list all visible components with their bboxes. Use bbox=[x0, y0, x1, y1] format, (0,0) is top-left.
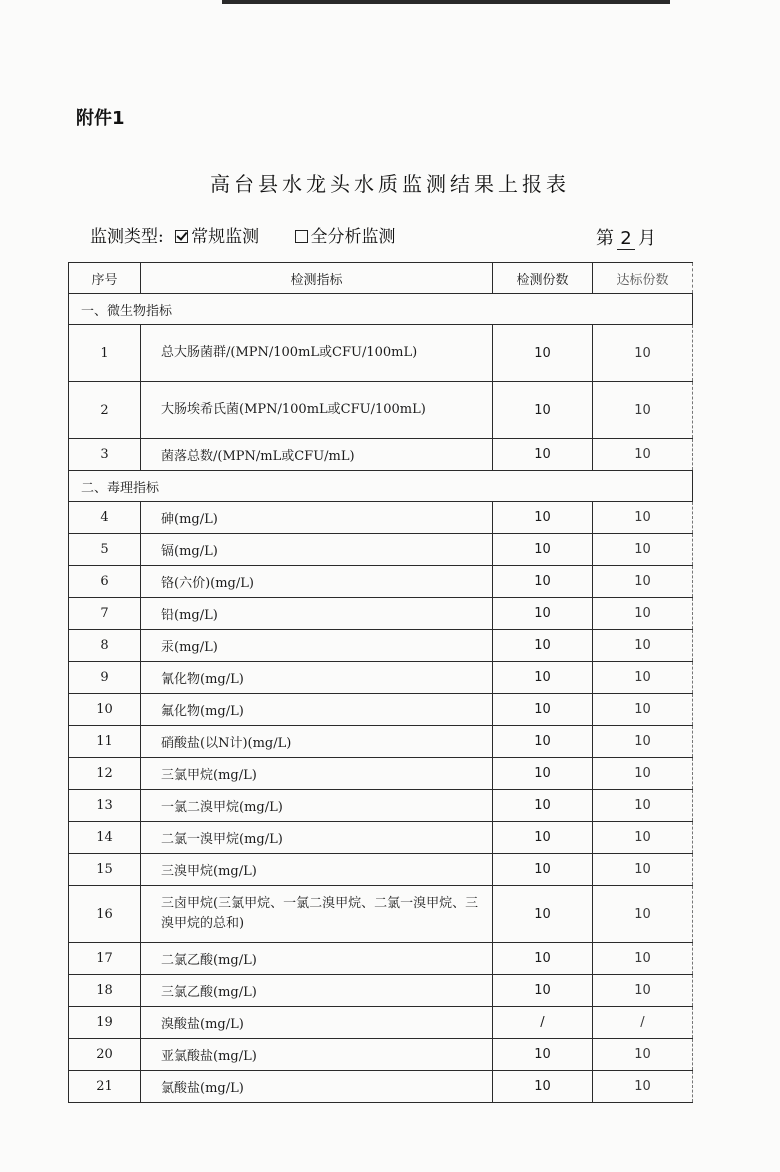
row-number: 11 bbox=[69, 726, 141, 758]
section-title: 一、微生物指标 bbox=[69, 294, 693, 325]
row-indicator: 三氯甲烷(mg/L) bbox=[141, 758, 493, 790]
table-row bbox=[69, 502, 693, 534]
row-indicator: 氰化物(mg/L) bbox=[141, 662, 493, 694]
row-number: 15 bbox=[69, 854, 141, 886]
row-tested-count: 10 bbox=[493, 325, 593, 382]
row-passed-count: 10 bbox=[593, 975, 693, 1007]
header-no: 序号 bbox=[69, 263, 141, 294]
row-tested-count: 10 bbox=[493, 1071, 593, 1103]
table-row bbox=[69, 630, 693, 662]
row-indicator: 氯酸盐(mg/L) bbox=[141, 1071, 493, 1103]
row-passed-count: 10 bbox=[593, 325, 693, 382]
monitor-type-label: 监测类型: bbox=[90, 227, 164, 247]
row-tested-count: 10 bbox=[493, 975, 593, 1007]
row-passed-count: 10 bbox=[593, 630, 693, 662]
row-indicator: 总大肠菌群/(MPN/100mL或CFU/100mL) bbox=[141, 325, 493, 382]
row-tested-count: 10 bbox=[493, 598, 593, 630]
row-passed-count: 10 bbox=[593, 439, 693, 471]
table-row bbox=[69, 854, 693, 886]
monitor-type-line bbox=[90, 222, 396, 247]
table-row bbox=[69, 758, 693, 790]
table-row bbox=[69, 726, 693, 758]
table-row bbox=[69, 1071, 693, 1103]
table-body bbox=[69, 294, 693, 1103]
row-number: 1 bbox=[69, 325, 141, 382]
month-value[interactable]: 2 bbox=[617, 228, 635, 250]
row-tested-count: 10 bbox=[493, 439, 593, 471]
row-number: 7 bbox=[69, 598, 141, 630]
row-tested-count: 10 bbox=[493, 1039, 593, 1071]
row-indicator: 亚氯酸盐(mg/L) bbox=[141, 1039, 493, 1071]
row-number: 12 bbox=[69, 758, 141, 790]
row-passed-count: 10 bbox=[593, 382, 693, 439]
document-title: 高台县水龙头水质监测结果上报表 bbox=[210, 172, 570, 196]
row-passed-count: 10 bbox=[593, 502, 693, 534]
results-table-wrap bbox=[68, 262, 692, 1103]
row-number: 18 bbox=[69, 975, 141, 1007]
row-indicator: 硝酸盐(以N计)(mg/L) bbox=[141, 726, 493, 758]
row-passed-count: 10 bbox=[593, 534, 693, 566]
row-tested-count: 10 bbox=[493, 790, 593, 822]
row-number: 21 bbox=[69, 1071, 141, 1103]
row-passed-count: 10 bbox=[593, 854, 693, 886]
option-full-label: 全分析监测 bbox=[310, 227, 396, 247]
checkbox-checked-icon[interactable] bbox=[175, 230, 188, 243]
table-row bbox=[69, 598, 693, 630]
table-row bbox=[69, 975, 693, 1007]
header-tested: 检测份数 bbox=[493, 263, 593, 294]
table-row bbox=[69, 439, 693, 471]
row-passed-count: 10 bbox=[593, 1071, 693, 1103]
row-tested-count: 10 bbox=[493, 758, 593, 790]
row-indicator: 二氯一溴甲烷(mg/L) bbox=[141, 822, 493, 854]
row-tested-count: 10 bbox=[493, 854, 593, 886]
row-number: 6 bbox=[69, 566, 141, 598]
section-row bbox=[69, 294, 693, 325]
row-passed-count: 10 bbox=[593, 694, 693, 726]
row-passed-count: 10 bbox=[593, 758, 693, 790]
table-row bbox=[69, 1007, 693, 1039]
row-number: 13 bbox=[69, 790, 141, 822]
table-row bbox=[69, 694, 693, 726]
row-number: 5 bbox=[69, 534, 141, 566]
row-tested-count: 10 bbox=[493, 534, 593, 566]
section-title: 二、毒理指标 bbox=[69, 471, 693, 502]
section-row bbox=[69, 471, 693, 502]
row-passed-count: 10 bbox=[593, 1039, 693, 1071]
header-passed: 达标份数 bbox=[593, 263, 693, 294]
row-number: 17 bbox=[69, 943, 141, 975]
month-prefix: 第 bbox=[596, 228, 614, 249]
row-passed-count: 10 bbox=[593, 726, 693, 758]
table-header-row bbox=[69, 263, 693, 294]
row-indicator: 砷(mg/L) bbox=[141, 502, 493, 534]
header-indicator: 检测指标 bbox=[141, 263, 493, 294]
row-number: 9 bbox=[69, 662, 141, 694]
row-indicator: 溴酸盐(mg/L) bbox=[141, 1007, 493, 1039]
row-number: 2 bbox=[69, 382, 141, 439]
row-tested-count: 10 bbox=[493, 886, 593, 943]
row-indicator: 大肠埃希氏菌(MPN/100mL或CFU/100mL) bbox=[141, 382, 493, 439]
row-passed-count: 10 bbox=[593, 886, 693, 943]
checkbox-empty-icon[interactable] bbox=[295, 230, 308, 243]
option-full-analysis[interactable] bbox=[295, 222, 396, 247]
row-tested-count: 10 bbox=[493, 566, 593, 598]
row-number: 4 bbox=[69, 502, 141, 534]
row-indicator: 三溴甲烷(mg/L) bbox=[141, 854, 493, 886]
table-row bbox=[69, 382, 693, 439]
row-passed-count: 10 bbox=[593, 822, 693, 854]
table-row bbox=[69, 566, 693, 598]
table-row bbox=[69, 886, 693, 943]
results-table bbox=[68, 262, 693, 1103]
row-indicator: 菌落总数/(MPN/mL或CFU/mL) bbox=[141, 439, 493, 471]
row-passed-count: 10 bbox=[593, 943, 693, 975]
row-indicator: 铬(六价)(mg/L) bbox=[141, 566, 493, 598]
attachment-label: 附件1 bbox=[76, 108, 125, 129]
row-indicator: 二氯乙酸(mg/L) bbox=[141, 943, 493, 975]
row-number: 16 bbox=[69, 886, 141, 943]
scan-top-edge bbox=[222, 0, 670, 4]
table-row bbox=[69, 1039, 693, 1071]
row-indicator: 三卤甲烷(三氯甲烷、一氯二溴甲烷、二氯一溴甲烷、三溴甲烷的总和) bbox=[141, 886, 493, 943]
row-tested-count: 10 bbox=[493, 822, 593, 854]
row-number: 10 bbox=[69, 694, 141, 726]
month-field bbox=[596, 224, 656, 250]
table-row bbox=[69, 534, 693, 566]
row-tested-count: 10 bbox=[493, 726, 593, 758]
table-row bbox=[69, 325, 693, 382]
row-tested-count: 10 bbox=[493, 502, 593, 534]
row-indicator: 汞(mg/L) bbox=[141, 630, 493, 662]
table-row bbox=[69, 662, 693, 694]
month-suffix: 月 bbox=[638, 228, 656, 249]
row-tested-count: 10 bbox=[493, 694, 593, 726]
option-routine[interactable] bbox=[175, 222, 259, 247]
row-indicator: 一氯二溴甲烷(mg/L) bbox=[141, 790, 493, 822]
row-passed-count: / bbox=[593, 1007, 693, 1039]
row-number: 14 bbox=[69, 822, 141, 854]
row-passed-count: 10 bbox=[593, 598, 693, 630]
table-row bbox=[69, 790, 693, 822]
row-indicator: 氟化物(mg/L) bbox=[141, 694, 493, 726]
row-tested-count: / bbox=[493, 1007, 593, 1039]
row-passed-count: 10 bbox=[593, 662, 693, 694]
row-indicator: 铅(mg/L) bbox=[141, 598, 493, 630]
row-tested-count: 10 bbox=[493, 662, 593, 694]
table-row bbox=[69, 943, 693, 975]
row-indicator: 三氯乙酸(mg/L) bbox=[141, 975, 493, 1007]
row-tested-count: 10 bbox=[493, 382, 593, 439]
row-number: 20 bbox=[69, 1039, 141, 1071]
table-row bbox=[69, 822, 693, 854]
row-number: 3 bbox=[69, 439, 141, 471]
row-tested-count: 10 bbox=[493, 943, 593, 975]
option-routine-label: 常规监测 bbox=[191, 227, 260, 247]
row-passed-count: 10 bbox=[593, 790, 693, 822]
row-number: 19 bbox=[69, 1007, 141, 1039]
row-tested-count: 10 bbox=[493, 630, 593, 662]
row-indicator: 镉(mg/L) bbox=[141, 534, 493, 566]
row-number: 8 bbox=[69, 630, 141, 662]
row-passed-count: 10 bbox=[593, 566, 693, 598]
